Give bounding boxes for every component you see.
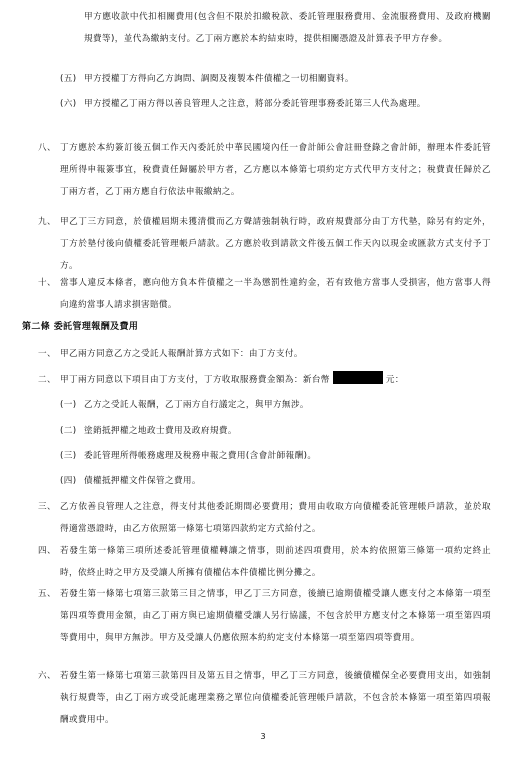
s2-sub-3-marker: (三) [60, 451, 77, 461]
page-number: 3 [260, 732, 266, 741]
s2-item-1-text: 甲乙兩方同意乙方之受託人報酬計算方式如下：由丁方支付。 [60, 349, 303, 359]
item-6-text: 甲方授權乙丁兩方得以善良管理人之注意，將部分委託管理事務委託第三人代為處理。 [84, 99, 426, 109]
redacted-amount [333, 371, 383, 384]
s2-sub-4-marker: (四) [60, 476, 77, 486]
s2-item-2-marker: 二、 [38, 375, 56, 385]
s2-sub-2-text: 塗銷抵押權之地政士費用及政府規費。 [84, 426, 237, 436]
article-10-text: 當事人違反本條者，應向他方負本件債權之一半為懲罰性違約金，若有致他方當事人受損害，他方當事人得向違約當事人請求損害賠償。 [60, 278, 491, 310]
item-5-text: 甲方授權丁方得向乙方詢問、調閱及複製本件債權之一切相關資料。 [84, 74, 354, 84]
item-5-marker: (五) [60, 74, 77, 84]
article-10-marker: 十、 [38, 278, 56, 288]
paragraph-continuation: 甲方應收款中代扣相關費用(包含但不限於扣繳稅款、委託管理服務費用、金流服務費用、及政府機關規費等)，並代為繳納支付。乙丁兩方應於本約結束時，提供相關憑證及計算表予甲方存參。 [84, 12, 491, 44]
article-9-text: 甲乙丁三方同意，於債權屆期未獲清償而乙方聲請強制執行時，政府規費部分由丁方代墊，除另有約定外，丁方於墊付後向債權委託管理帳戶請款。乙方應於收到請款文件後五個工作天內以現金或匯款方式支付予丁方。 [60, 217, 491, 271]
s2-item-1-marker: 一、 [38, 349, 56, 359]
s2-sub-1-marker: (一) [60, 400, 77, 410]
s2-item-6-text: 若發生第一條第七項第三款第四目及第五目之情事，甲乙丁三方同意，後續債權保全必要費用支出，如強制執行規費等，由乙丁兩方或受託處理業務之單位向債權委託管理帳戶請款，不包含於本條第一項至第四項報酬或費用中。 [60, 671, 491, 725]
s2-item-6-marker: 六、 [38, 671, 56, 681]
item-6-marker: (六) [60, 99, 77, 109]
s2-sub-2-marker: (二) [60, 426, 77, 436]
article-8-marker: 八、 [38, 143, 56, 153]
s2-item-3-text: 乙方依善良管理人之注意，得支付其他委託期間必要費用；費用由收取方向債權委託管理帳戶請款，並於取得適當憑證時，由乙方依照第一條第七項第四款約定方式給付之。 [60, 502, 491, 534]
s2-item-4-text: 若發生第一條第三項所述委託管理債權轉讓之情事，則前述四項費用，於本約依照第三條第一項約定終止時，依終止時之甲方及受讓人所擁有債權佔本件債權比例分攤之。 [60, 546, 491, 578]
s2-sub-3-text: 委託管理所得帳務處理及稅務申報之費用(含會計師報酬)。 [84, 451, 317, 461]
s2-item-2-text-before: 甲丁兩方同意以下項目由丁方支付，丁方收取服務費金額為：新台幣 [60, 375, 330, 385]
article-9-marker: 九、 [38, 217, 56, 227]
s2-sub-1-text: 乙方之受託人報酬，乙丁兩方自行議定之，與甲方無涉。 [84, 400, 309, 410]
s2-item-5-marker: 五、 [38, 589, 56, 599]
s2-item-3-marker: 三、 [38, 502, 56, 512]
article-8-text: 丁方應於本約簽訂後五個工作天內委託於中華民國境內任一會計師公會註冊登錄之會計師，辦理本件委託管理所得申報簽事宜，稅費責任歸屬於甲方者，乙方應以本條第七項約定方式代甲方支付之；稅費責任歸於乙丁兩方者，乙丁兩方應自行依法申報繳納之。 [60, 143, 491, 197]
s2-item-5-text: 若發生第一條第七項第三款第三目之情事，甲乙丁三方同意，後續已逾期債權受讓人應支付之本條第一項至第四項等費用金額，由乙丁兩方與已逾期債權受讓人另行協議，不包含於甲方應支付之本條第一項至第四項等費用中，與甲方無涉。甲方及受讓人仍應依照本約約定支付本條第一項至第四項等費用。 [60, 589, 491, 643]
s2-item-4-marker: 四、 [38, 546, 56, 556]
section-2-title: 第二條 委託管理報酬及費用 [22, 322, 139, 332]
s2-sub-4-text: 債權抵押權文件保管之費用。 [84, 476, 201, 486]
s2-item-2-text [60, 369, 491, 391]
s2-item-2-text-after: 元： [385, 375, 404, 385]
